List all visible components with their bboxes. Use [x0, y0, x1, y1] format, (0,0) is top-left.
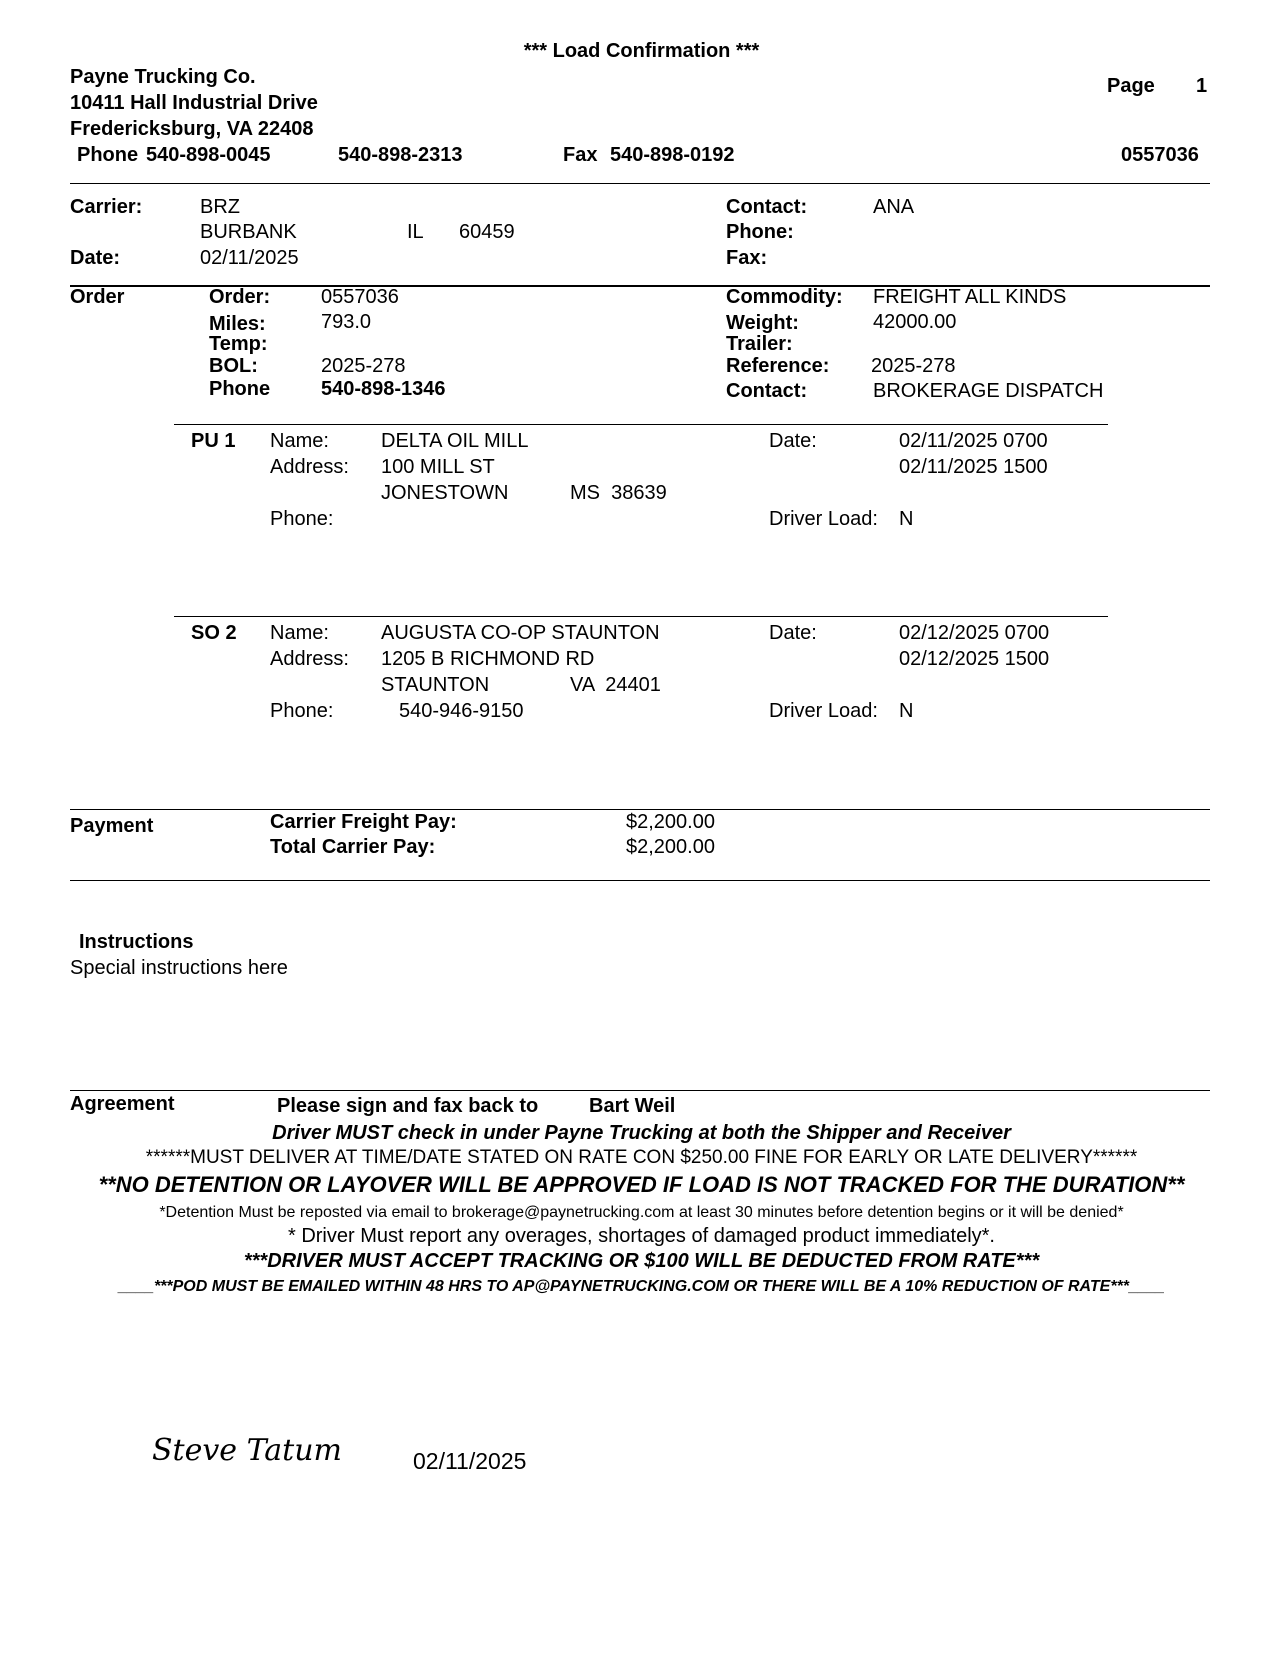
stop-driver-load: N [899, 700, 914, 722]
stop-address-label: Address: [270, 648, 349, 670]
payment-divider [70, 809, 1210, 810]
agreement-detention-tracking: **NO DETENTION OR LAYOVER WILL BE APPROVED IF LOAD IS NOT TRACKED FOR THE DURATION** [98, 1172, 1185, 1197]
instructions-text: Special instructions here [70, 957, 288, 979]
agreement-tracking-deduction: ***DRIVER MUST ACCEPT TRACKING OR $100 WILL BE DEDUCTED FROM RATE*** [243, 1250, 1040, 1272]
carrier-label: Carrier: [70, 196, 143, 218]
order-commodity: FREIGHT ALL KINDS [873, 286, 1067, 308]
sign-instruction: Please sign and fax back to [277, 1095, 539, 1117]
order-section-label: Order [70, 286, 125, 308]
stop-address-label: Address: [270, 456, 349, 478]
stop-date-label: Date: [769, 622, 817, 644]
stop-street: 1205 B RICHMOND RD [381, 648, 595, 670]
total-pay-amount: $2,200.00 [626, 836, 715, 858]
agreement-label: Agreement [70, 1093, 175, 1115]
carrier-name: BRZ [200, 196, 240, 218]
stop-date-end: 02/11/2025 1500 [899, 456, 1048, 478]
payment-section-label: Payment [70, 815, 154, 837]
carrier-date: 02/11/2025 [200, 247, 299, 269]
order-number: 0557036 [321, 286, 399, 308]
company-fax: 540-898-0192 [610, 144, 735, 166]
carrier-contact: ANA [873, 196, 915, 218]
stop-date-label: Date: [769, 430, 817, 452]
reference-label: Reference: [726, 355, 830, 377]
carrier-fax-label: Fax: [726, 247, 768, 269]
stop-city: JONESTOWN [381, 482, 509, 504]
order-phone: 540-898-1346 [321, 378, 446, 400]
header-order-number: 0557036 [1121, 144, 1199, 166]
freight-pay-amount: $2,200.00 [626, 811, 715, 833]
stop-driver-load-label: Driver Load: [769, 508, 878, 530]
order-weight: 42000.00 [873, 311, 957, 333]
agreement-check-in: Driver MUST check in under Payne Trucking at both the Shipper and Receiver [272, 1122, 1011, 1144]
total-pay-label: Total Carrier Pay: [270, 836, 436, 858]
stop-date-start: 02/12/2025 0700 [899, 622, 1050, 644]
freight-pay-label: Carrier Freight Pay: [270, 811, 457, 833]
page-label: Page [1107, 75, 1155, 97]
stop-phone: 540-946-9150 [399, 700, 524, 722]
stop-name: DELTA OIL MILL [381, 430, 529, 452]
agreement-delivery-time: ******MUST DELIVER AT TIME/DATE STATED ON RATE CON $250.00 FINE FOR EARLY OR LATE DELIVERY****** [145, 1147, 1138, 1168]
document-title: *** Load Confirmation *** [523, 40, 760, 62]
sign-recipient: Bart Weil [589, 1095, 676, 1117]
commodity-label: Commodity: [726, 286, 843, 308]
company-address-line2: Fredericksburg, VA 22408 [70, 118, 314, 140]
company-address-line1: 10411 Hall Industrial Drive [70, 92, 318, 114]
signature [150, 1428, 350, 1477]
company-phone-2: 540-898-2313 [338, 144, 463, 166]
stop-code: SO 2 [191, 622, 237, 644]
stop-phone-label: Phone: [270, 700, 334, 722]
stop-date-start: 02/11/2025 0700 [899, 430, 1048, 452]
order-miles: 793.0 [321, 311, 372, 333]
agreement-pod: ____***POD MUST BE EMAILED WITHIN 48 HRS TO AP@PAYNETRUCKING.COM OR THERE WILL BE A 10% REDUCTION OF RATE***____ [118, 1278, 1165, 1295]
instructions-label: Instructions [79, 931, 194, 953]
company-phone: 540-898-0045 [146, 144, 271, 166]
stop-driver-load: N [899, 508, 914, 530]
carrier-city: BURBANK [200, 221, 297, 243]
stop-state-zip: VA 24401 [570, 674, 661, 696]
order-reference: 2025-278 [871, 355, 956, 377]
stop-code: PU 1 [191, 430, 236, 452]
fax-label: Fax [563, 144, 598, 166]
agreement-divider [70, 1090, 1210, 1091]
weight-label: Weight: [726, 312, 799, 334]
contact-label: Contact: [726, 196, 808, 218]
miles-label: Miles: [209, 313, 266, 335]
stop-divider [174, 424, 1108, 425]
page-number: 1 [1196, 75, 1208, 97]
carrier-phone-label: Phone: [726, 221, 794, 243]
order-phone-label: Phone [209, 378, 271, 400]
header-divider [70, 183, 1210, 184]
stop-name: AUGUSTA CO-OP STAUNTON [381, 622, 660, 644]
signature-date: 02/11/2025 [413, 1448, 527, 1474]
phone-label: Phone [77, 144, 139, 166]
stop-name-label: Name: [270, 622, 329, 644]
order-contact: BROKERAGE DISPATCH [873, 380, 1104, 402]
stop-city: STAUNTON [381, 674, 490, 696]
company-name: Payne Trucking Co. [70, 66, 256, 88]
carrier-state: IL [407, 221, 424, 243]
bol-label: BOL: [209, 355, 258, 377]
stop-state-zip: MS 38639 [570, 482, 667, 504]
trailer-label: Trailer: [726, 333, 793, 355]
carrier-zip: 60459 [459, 221, 515, 243]
signature-image [150, 1428, 350, 1472]
stop-date-end: 02/12/2025 1500 [899, 648, 1050, 670]
stop-driver-load-label: Driver Load: [769, 700, 878, 722]
order-label: Order: [209, 286, 271, 308]
stop-divider [174, 616, 1108, 617]
order-bol: 2025-278 [321, 355, 406, 377]
svg-text:Steve Tatum: Steve Tatum [152, 1433, 342, 1468]
agreement-overages: * Driver Must report any overages, shortages of damaged product immediately*. [287, 1225, 995, 1247]
order-contact-label: Contact: [726, 380, 808, 402]
agreement-detention-email: *Detention Must be reposted via email to brokerage@paynetrucking.com at least 30 minutes before detention begins or it will be denied* [159, 1204, 1124, 1221]
stop-phone-label: Phone: [270, 508, 334, 530]
date-label: Date: [70, 247, 121, 269]
payment-bottom-divider [70, 880, 1210, 881]
stop-street: 100 MILL ST [381, 456, 495, 478]
temp-label: Temp: [209, 333, 268, 355]
stop-name-label: Name: [270, 430, 329, 452]
